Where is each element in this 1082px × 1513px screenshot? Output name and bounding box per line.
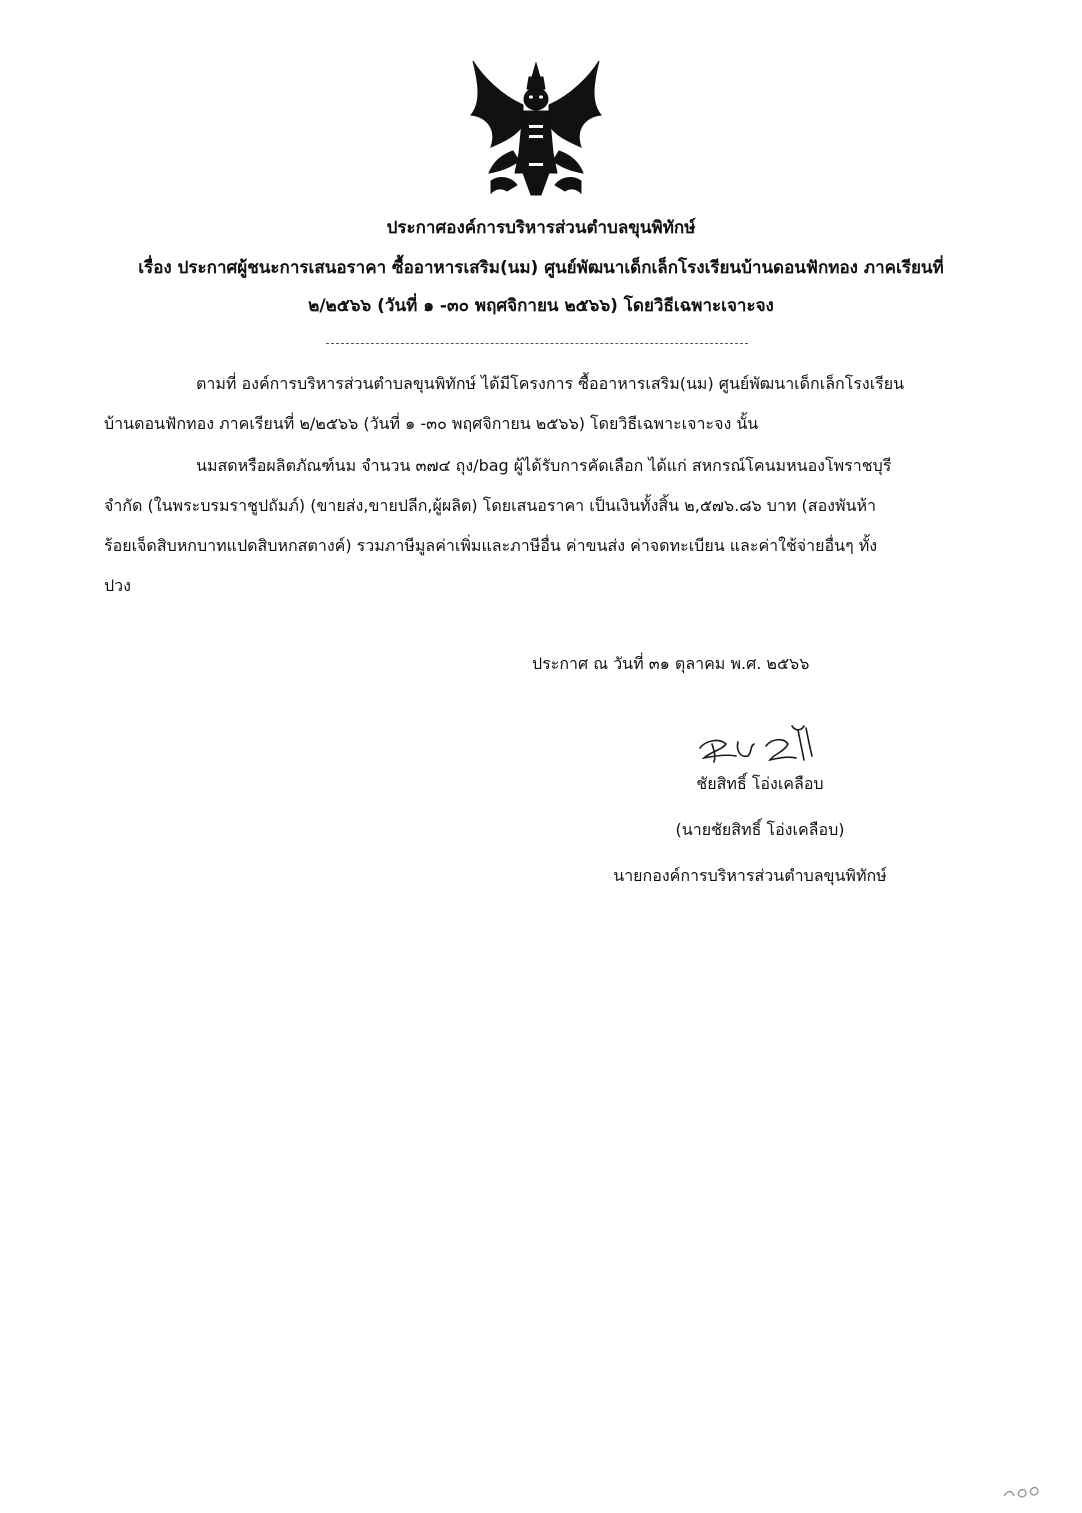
announce-date: ประกาศ ณ วันที่ ๓๑ ตุลาคม พ.ศ. ๒๕๖๖ [532,654,810,673]
subject-line-1: เรื่อง ประกาศผู้ชนะการเสนอราคา ซื้ออาหารเสริม(นม) ศูนย์พัฒนาเด็กเล็กโรงเรียนบ้านดอนฟักทอง ภาคเรียนที่ [138,258,944,278]
para2-line1: นมสดหรือผลิตภัณฑ์นม จำนวน ๓๗๔ ถุง/bag ผู้ได้รับการคัดเลือก ได้แก่ สหกรณ์โคนมหนองโพราชบุรี [196,456,892,475]
signatory-name: ชัยสิทธิ์ โอ่งเคลือบ [696,774,824,793]
para2-line3: ร้อยเจ็ดสิบหกบาทแปดสิบหกสตางค์) รวมภาษีมูลค่าเพิ่มและภาษีอื่น ค่าขนส่ง ค่าจดทะเบียน และค่าใช้จ่ายอื่นๆ ทั้ง [104,536,878,555]
org-title: ประกาศองค์การบริหารส่วนตำบลขุนพิทักษ์ [386,218,696,238]
handwritten-signature [692,722,824,768]
signatory-position: นายกองค์การบริหารส่วนตำบลขุนพิทักษ์ [613,866,887,885]
para1-line1: ตามที่ องค์การบริหารส่วนตำบลขุนพิทักษ์ ได้มีโครงการ ซื้ออาหารเสริม(นม) ศูนย์พัฒนาเด็กเล็กโรงเรียน [196,374,905,393]
para2-line2: จำกัด (ในพระบรมราชูปถัมภ์) (ขายส่ง,ขายปลีก,ผู้ผลิต) โดยเสนอราคา เป็นเงินทั้งสิ้น ๒,๕๗๖.๘๖ บาท (สองพันห้า [104,496,876,515]
page-number-mark [1000,1480,1048,1500]
garuda-emblem-icon [461,55,611,203]
para1-line2: บ้านดอนฟักทอง ภาคเรียนที่ ๒/๒๕๖๖ (วันที่ ๑ -๓๐ พฤศจิกายน ๒๕๖๖) โดยวิธีเฉพาะเจาะจง นั้น [104,414,759,433]
separator-line [326,343,748,344]
para2-line4: ปวง [104,576,131,595]
subject-line-2: ๒/๒๕๖๖ (วันที่ ๑ -๓๐ พฤศจิกายน ๒๕๖๖) โดยวิธีเฉพาะเจาะจง [308,296,774,316]
signatory-full-name: (นายชัยสิทธิ์ โอ่งเคลือบ) [675,820,845,839]
